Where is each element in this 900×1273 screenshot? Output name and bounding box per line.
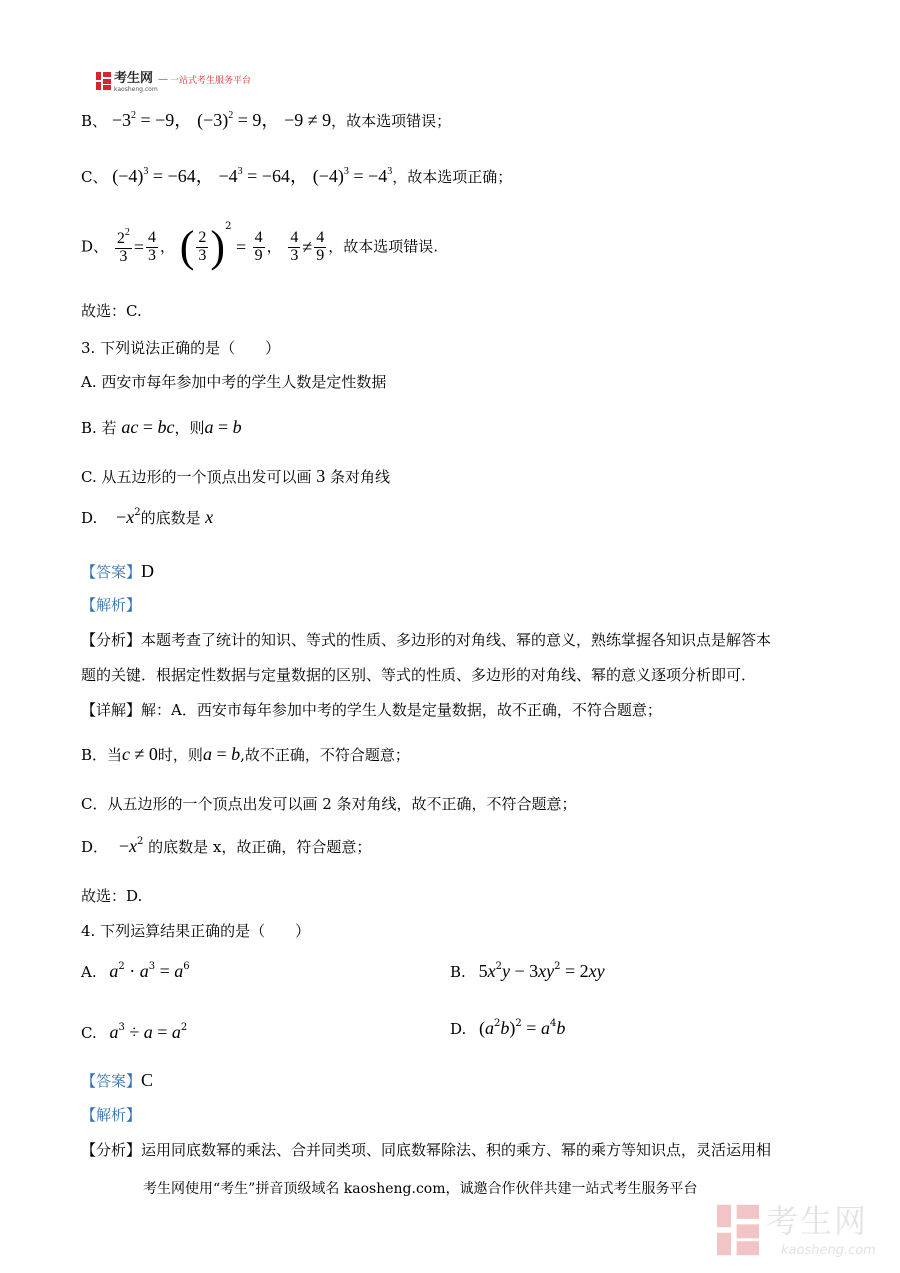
fenxi-tag: 【分析】 xyxy=(81,1141,142,1159)
detail-text: 解：A．西安市每年参加中考的学生人数是定量数据，故不正确，不符合题意； xyxy=(141,701,662,719)
math-expr: ac xyxy=(121,417,139,437)
detail-conclusion: 故选：D. xyxy=(81,887,143,905)
option-d-line: D、 $\frac{2^2}{3}$ = $\frac{4}{3}$ ， ( $\frac{2}{3}$ )$^2$ = $\frac{4}{9}$ ， $\frac{4}{3}$ ≠ $\frac{4}{9}$ ，故本选项错误. xyxy=(81,221,439,271)
analysis-tag: 【解析】 xyxy=(81,1106,142,1124)
detail-tag: 【详解】 xyxy=(81,701,142,719)
logo-domain: kaosheng.com xyxy=(114,86,158,93)
math-expr: a xyxy=(109,961,119,981)
option-label: A. xyxy=(81,963,97,981)
watermark-domain: kaosheng.com xyxy=(781,1243,876,1258)
detail-line-c: C．从五边形的一个顶点出发可以画 2 条对角线，故不正确，不符合题意； xyxy=(81,795,577,813)
detail-text: 的底数是 x，故正确，符合题意； xyxy=(148,838,372,856)
question-3-stem: 3. 下列说法正确的是（ ） xyxy=(81,339,281,357)
analysis-line-2: 题的关键．根据定性数据与定量数据的区别、等式的性质、多边形的对角线、幂的意义逐项分析即可． xyxy=(81,666,757,684)
math-expr: a xyxy=(202,744,212,764)
math-frac: $\frac{4}{9}$ xyxy=(316,228,325,264)
watermark-logo-icon xyxy=(717,1204,759,1256)
question-4-option-b: B. $5x^2y - 3xy^2 = 2xy$ xyxy=(450,961,605,981)
answer-tag: 【答案】 xyxy=(81,563,142,581)
math-expr: $(-3)^2 = 9$， xyxy=(197,110,280,130)
answer-conclusion: 故选：C. xyxy=(81,302,142,320)
option-text: 条对角线 xyxy=(330,468,391,486)
math-expr: −9 ≠ 9 xyxy=(284,110,332,130)
math-frac: $\frac{2^2}{3}$ xyxy=(116,227,130,265)
option-b-label: B、 xyxy=(81,112,108,130)
answer-value: D xyxy=(141,561,155,581)
option-text: C. 从五边形的一个顶点出发可以画 xyxy=(81,468,312,486)
math-frac: $\frac{2}{3}$ xyxy=(198,228,207,264)
footer-text: 考生网使用“考生”拼音顶级域名 kaosheng.com，诚邀合作伙伴共建一站式考生服务平台 xyxy=(143,1181,698,1197)
option-label: B. 若 xyxy=(81,419,117,437)
math-expr: − xyxy=(118,836,129,856)
math-expr: $(-4)^3 = -64$， xyxy=(112,166,214,186)
fenxi-text: 本题考查了统计的知识、等式的性质、多边形的对角线、幂的意义，熟练掌握各知识点是解答本 xyxy=(141,631,772,649)
detail-line-d: D． $-x^2$ 的底数是 x，故正确，符合题意； xyxy=(81,836,372,856)
detail-label: B．当 xyxy=(81,746,123,764)
analysis-line-1 xyxy=(81,631,771,649)
fenxi-text: 运用同底数幂的乘法、合并同类项、同底数幂除法、积的乘方、幂的乘方等知识点，灵活运用相 xyxy=(141,1141,772,1159)
question-4-stem: 4. 下列运算结果正确的是（ ） xyxy=(81,922,311,940)
option-b-tail: ，故本选项错误； xyxy=(331,112,452,130)
option-text: 的底数是 xyxy=(140,509,201,527)
math-expr: a xyxy=(109,1022,119,1042)
answer-tag: 【答案】 xyxy=(81,1072,142,1090)
question-4-option-d: D. $(a^2b)^2 = a^4b$ xyxy=(450,1018,566,1038)
option-c-line xyxy=(81,166,512,188)
option-c-label: C、 xyxy=(81,168,108,186)
answer-value: C xyxy=(141,1070,154,1090)
detail-label: D． xyxy=(81,838,109,856)
math-expr: x xyxy=(200,507,214,527)
question-3-option-a: A. 西安市每年参加中考的学生人数是定性数据 xyxy=(81,373,387,391)
math-frac: $\frac{4}{9}$ xyxy=(254,228,263,264)
math-frac: $\frac{4}{3}$ xyxy=(147,228,156,264)
analysis-line-1 xyxy=(81,1141,771,1159)
logo-tagline: 一站式考生服务平台 xyxy=(170,76,252,86)
watermark-brand: 考生网 xyxy=(766,1202,869,1240)
option-label: C. xyxy=(81,1024,97,1042)
math-frac: $\frac{4}{3}$ xyxy=(290,228,299,264)
analysis-tag: 【解析】 xyxy=(81,596,142,614)
option-text: ，则 xyxy=(174,419,205,437)
fenxi-tag: 【分析】 xyxy=(81,631,142,649)
math-expr: 5 xyxy=(478,961,488,981)
logo-brand: 考生网 xyxy=(114,71,154,86)
option-d-tail: ，故本选项错误. xyxy=(328,237,439,256)
math-expr: $(-4)^3 = -4^3$ xyxy=(312,166,393,186)
option-number: 3 xyxy=(316,466,326,486)
question-3-option-c xyxy=(81,466,390,488)
detail-line-b: B．当c ≠ 0时，则a = b,故不正确，不符合题意； xyxy=(81,744,410,764)
detail-line-a xyxy=(81,701,662,719)
question-4-option-a: A. $a^2 \cdot a^3 = a^6$ xyxy=(81,961,190,981)
answer-line xyxy=(81,1070,153,1092)
math-expr: ( xyxy=(479,1018,486,1038)
math-expr: c xyxy=(122,744,131,764)
question-4-option-c: C. $a^3 \div a = a^2$ xyxy=(81,1022,188,1042)
math-expr: $-3^2 = -9$， xyxy=(111,110,193,130)
question-3-option-d: D. $-x^2$的底数是 x xyxy=(81,507,214,527)
detail-text: ,故不正确，不符合题意； xyxy=(240,746,410,764)
answer-line xyxy=(81,561,154,583)
question-3-option-b: B. 若 ac = bc，则a = b xyxy=(81,417,242,437)
option-label: D. xyxy=(81,509,98,527)
logo-icon xyxy=(96,72,111,90)
math-expr: $-4^3 = -64$， xyxy=(218,166,308,186)
option-label: B. xyxy=(450,963,466,981)
option-d-label: D、 xyxy=(81,237,109,256)
math-expr: a xyxy=(204,417,214,437)
math-expr: − xyxy=(116,507,127,527)
option-label: D. xyxy=(450,1020,467,1038)
option-c-tail: ，故本选项正确； xyxy=(392,168,513,186)
detail-text: 时，则 xyxy=(157,746,203,764)
option-b-line xyxy=(81,110,451,132)
logo-dash: — xyxy=(158,74,168,85)
